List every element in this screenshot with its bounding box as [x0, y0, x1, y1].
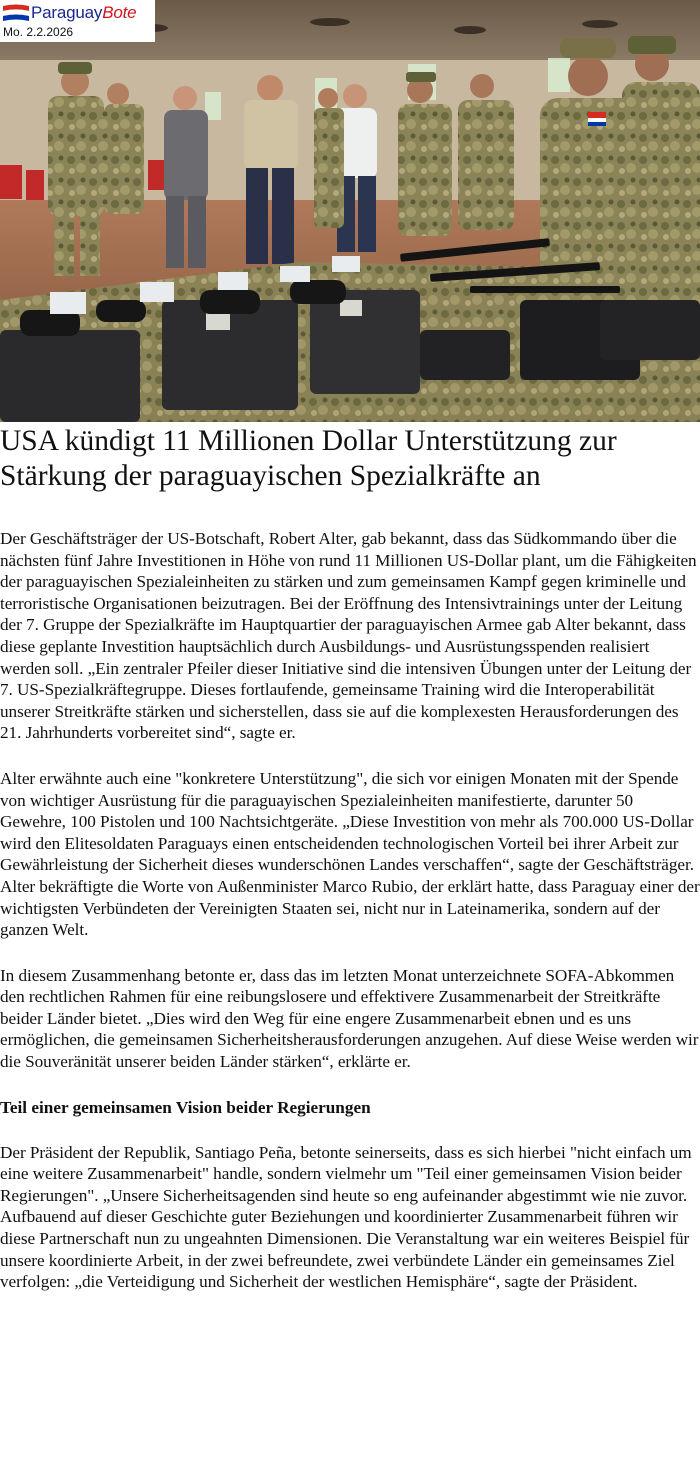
paragraph-4: Der Präsident der Republik, Santiago Peña, betonte seinerseits, dass es sich hierbei "nicht einfach um eine weitere Zusammenarbeit" handle, sondern vielmehr um "Teil einer gemeinsamen Vision beider Regierungen". „Unsere Sicherheitsagenden sind heute so eng aufeinander abgestimmt wie nie zuvor. Aufbauend auf dieser Geschichte guter Beziehungen und koordinierter Zusammenarbeit führen wir diese Partnerschaft nun zu ungeahnten Dimensionen. Die Veranstaltung war ein weiteres Beispiel für unsere koordinierte Arbeit, in der zwei befreundete, zwei verbündete Länder ein gemeinsames Ziel verfolgen: „die Verteidigung und Sicherheit der westlichen Hemisphäre“, sagte der Präsident.	[0, 1142, 692, 1292]
brand-logo[interactable]	[31, 3, 136, 23]
paraguay-flag-icon	[3, 4, 29, 22]
paragraph-3: In diesem Zusammenhang betonte er, dass das im letzten Monat unterzeichnete SOFA-Abkommen den rechtlichen Rahmen für eine reibungslosere und effektivere Zusammenarbeit der Streitkräfte beider Länder bietet. „Dies wird den Weg für eine engere Zusammenarbeit ebnen und es uns ermöglichen, die gemeinsamen Sicherheitsherausforderungen anzugehen. Auf diese Weise werden wir die Souveränität unserer beiden Länder stärken“, erklärte er.	[0, 965, 699, 1072]
article-body	[0, 528, 700, 1293]
photo-illustration	[0, 0, 700, 422]
article-subheading: Teil einer gemeinsamen Vision beider Regierungen	[0, 1097, 371, 1117]
masthead	[0, 0, 155, 42]
paragraph-2: Alter erwähnte auch eine "konkretere Unterstützung", die sich vor einigen Monaten mit der Spende von wichtiger Ausrüstung für die paraguayischen Spezialeinheiten manifestierte, darunter 50 Gewehre, 100 Pistolen und 100 Nachtsichtgeräte. „Diese Investition von mehr als 700.000 US-Dollar wird den Elitesoldaten Paraguays einen entscheidenden technologischen Vorteil bei ihrer Arbeit zur Gewährleistung der Sicherheit dieses wunderschönen Landes verschaffen“, sagte der Geschäftsträger. Alter bekräftigte die Worte von Außenminister Marco Rubio, der erklärt hatte, dass Paraguay einer der wichtigsten Verbündeten der Vereinigten Staaten sei, nicht nur in Lateinamerika, sondern auf der ganzen Welt.	[0, 768, 700, 940]
brand-part-2: Bote	[102, 3, 137, 22]
article-photo	[0, 0, 700, 422]
brand-part-1: Paraguay	[31, 3, 103, 22]
article-headline: USA kündigt 11 Millionen Dollar Unterstützung zur Stärkung der paraguayischen Spezialkräfte an	[0, 425, 617, 492]
issue-date: Mo. 2.2.2026	[3, 25, 74, 39]
paragraph-1: Der Geschäftsträger der US-Botschaft, Robert Alter, gab bekannt, dass das Südkommando über die nächsten fünf Jahre Investitionen in Höhe von rund 11 Millionen US-Dollar plant, um die Fähigkeiten der paraguayischen Spezialeinheiten zu stärken und zum gemeinsamen Kampf gegen kriminelle und terroristische Organisationen beizutragen. Bei der Eröffnung des Intensivtrainings unter der Leitung der 7. Gruppe der Spezialkräfte im Hauptquartier der paraguayischen Armee gab Alter bekannt, dass diese geplante Investition hauptsächlich durch Ausbildungs- und Ausrüstungsspenden realisiert werden soll. „Ein zentraler Pfeiler dieser Initiative sind die intensiven Übungen unter der Leitung der 7. US-Spezialkräftegruppe. Dieses fortlaufende, gemeinsame Training wird die Interoperabilität unserer Streitkräfte stärken und sicherstellen, dass sie auf die komplexesten Herausforderungen des 21. Jahrhunderts vorbereitet sind“, sagte er.	[0, 529, 697, 743]
